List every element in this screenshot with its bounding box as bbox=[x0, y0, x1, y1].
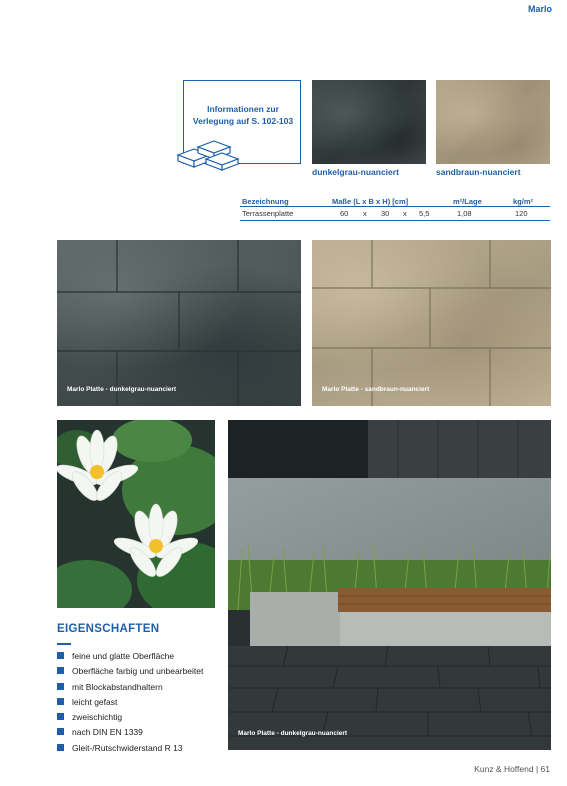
photo-slab-sandbraun bbox=[312, 240, 551, 406]
laying-info-line2: Verlegung auf S. 102-103 bbox=[192, 116, 294, 126]
list-item bbox=[57, 727, 203, 742]
list-item bbox=[57, 712, 203, 727]
photo-garden-terrace bbox=[228, 420, 551, 750]
swatch-label-sandbraun: sandbraun-nuanciert bbox=[436, 167, 521, 177]
laying-info-text bbox=[190, 103, 296, 127]
list-item bbox=[57, 743, 203, 758]
garden-terrace-illustration bbox=[228, 420, 551, 750]
properties-list bbox=[57, 651, 203, 758]
bullet-square-icon bbox=[57, 652, 64, 659]
cell-m2-lage: 1,08 bbox=[457, 209, 472, 218]
photo-caption-garden: Marlo Platte - dunkelgrau-nuanciert bbox=[238, 730, 348, 737]
table-row bbox=[240, 207, 550, 221]
cell-times-2: x bbox=[403, 209, 407, 218]
laying-info-box bbox=[183, 80, 301, 164]
bullet-square-icon bbox=[57, 683, 64, 690]
list-item bbox=[57, 697, 203, 712]
photo-caption-dunkelgrau: Marlo Platte - dunkelgrau-nuanciert bbox=[67, 386, 177, 393]
property-text: feine und glatte Oberfläche bbox=[72, 651, 175, 661]
cell-height: 5,5 bbox=[419, 209, 430, 218]
bullet-square-icon bbox=[57, 667, 64, 674]
photo-slab-dunkelgrau bbox=[57, 240, 301, 406]
paving-stones-icon bbox=[176, 137, 246, 171]
bullet-square-icon bbox=[57, 698, 64, 705]
col-kg-m2: kg/m² bbox=[513, 197, 534, 206]
bullet-square-icon bbox=[57, 728, 64, 735]
cell-length: 60 bbox=[340, 209, 349, 218]
spec-table-header bbox=[240, 195, 550, 207]
list-item bbox=[57, 651, 203, 666]
property-text: zweischichtig bbox=[72, 712, 123, 723]
bullet-square-icon bbox=[57, 713, 64, 720]
property-text: mit Blockabstandhaltern bbox=[72, 681, 163, 692]
cell-width: 30 bbox=[381, 209, 390, 218]
property-text: nach DIN EN 1339 bbox=[72, 727, 143, 738]
swatch-label-dunkelgrau: dunkelgrau-nuanciert bbox=[312, 167, 399, 177]
properties-divider bbox=[57, 643, 71, 645]
footer-page-number: 61 bbox=[540, 764, 550, 774]
swatch-sandbraun bbox=[436, 80, 550, 164]
cell-name: Terrassenplatte bbox=[242, 209, 294, 218]
col-m2-lage: m²/Lage bbox=[453, 197, 482, 206]
col-bezeichnung: Bezeichnung bbox=[242, 197, 289, 206]
slab-joints-dark bbox=[57, 240, 301, 406]
cell-kg-m2: 120 bbox=[515, 209, 528, 218]
page-footer bbox=[474, 764, 550, 774]
list-item bbox=[57, 682, 203, 697]
property-text: leicht gefast bbox=[72, 696, 118, 707]
bullet-square-icon bbox=[57, 744, 64, 751]
col-masse: Maße (L x B x H) [cm] bbox=[332, 197, 409, 206]
footer-separator: | bbox=[535, 764, 539, 774]
photo-caption-sandbraun: Marlo Platte - sandbraun-nuanciert bbox=[322, 386, 430, 393]
brand-title: Marlo bbox=[528, 4, 553, 14]
spec-table bbox=[240, 195, 550, 221]
footer-company: Kunz & Hoffend bbox=[474, 764, 534, 774]
slab-joints-sand bbox=[312, 240, 551, 406]
properties-title: EIGENSCHAFTEN bbox=[57, 623, 160, 635]
photo-water-lily bbox=[57, 420, 215, 608]
list-item bbox=[57, 666, 203, 681]
property-text: Gleit-/Rutschwiderstand R 13 bbox=[72, 742, 183, 753]
cell-times-1: x bbox=[363, 209, 367, 218]
water-lily-illustration bbox=[57, 420, 215, 608]
laying-info-line1: Informationen zur bbox=[207, 104, 279, 114]
swatch-dunkelgrau bbox=[312, 80, 426, 164]
property-text: Oberfläche farbig und unbearbeitet bbox=[72, 666, 204, 677]
